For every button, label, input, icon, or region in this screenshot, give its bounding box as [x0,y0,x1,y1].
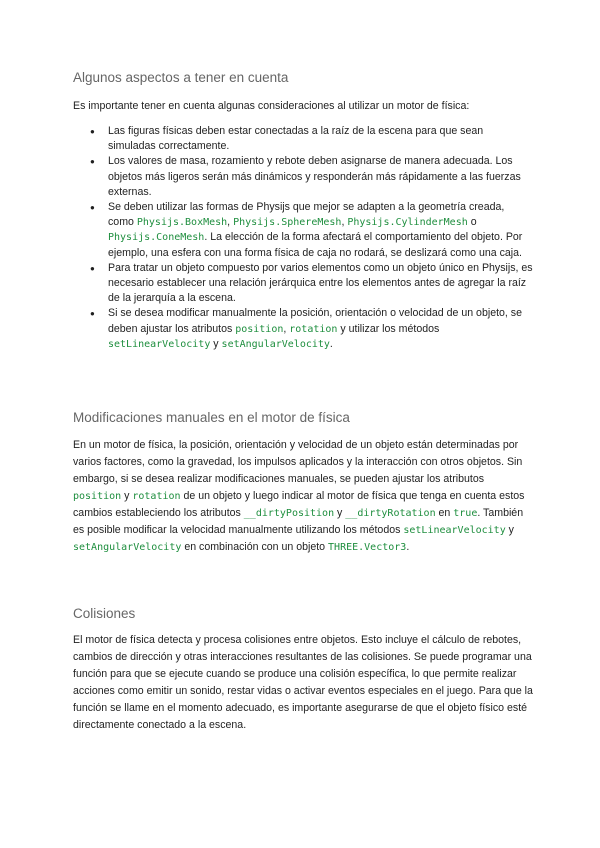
section-heading-modificaciones: Modificaciones manuales en el motor de física [73,410,350,425]
code-inline: Physijs.ConeMesh [108,232,205,244]
code-inline: THREE.Vector3 [328,542,407,553]
list-item: ● Se deben utilizar las formas de Physijs que mejor se adapten a la geometría creada, como Physijs.BoxMesh, Physijs.SphereMesh, Physijs.CylinderMesh o Physijs.ConeMesh. La elección de la forma afectará el comportamiento del objeto. Por ejemplo, una esfera con una forma física de caja no rodará, se deslizará como una caja. [73,200,533,261]
considerations-list [73,124,533,352]
list-item: ● Las figuras físicas deben estar conectadas a la raíz de la escena para que sean simuladas correctamente. [73,124,533,154]
code-inline: true [453,508,478,519]
section-paragraph: El motor de física detecta y procesa colisiones entre objetos. Esto incluye el cálculo de rebotes, cambios de dirección y otras interacciones resultantes de las colisiones. Se puede programar una función para que se ejecute cuando se produce una colisión específica, lo que permite realizar acciones como emitir un sonido, restar vidas o activar eventos especiales en el juego. Para que la función se llame en el momento adecuado, es importante asegurarse de que el objeto físico esté directamente conectado a la escena. [73,634,533,731]
code-inline: __dirtyRotation [345,508,436,519]
code-inline: Physijs.BoxMesh [136,217,228,229]
list-item: ● Si se desea modificar manualmente la posición, orientación o velocidad de un objeto, se deben ajustar los atributos position, rotation y utilizar los métodos setLinearVelocity y setAngularVelocity. [73,306,533,352]
list-item: ● Para tratar un objeto compuesto por varios elementos como un objeto único en Physijs, es necesario establecer una relación jerárquica entre los elementos antes de agregar la raíz de la jerarquía a la escena. [73,261,533,307]
section-intro: Es importante tener en cuenta algunas consideraciones al utilizar un motor de física: [73,100,470,112]
code-inline: setAngularVelocity [73,542,182,553]
code-inline: position [73,491,122,502]
code-inline: setLinearVelocity [403,525,506,536]
section-heading-aspectos: Algunos aspectos a tener en cuenta [73,70,289,85]
code-inline: rotation [132,491,181,502]
code-inline: rotation [289,323,338,335]
section-heading-colisiones: Colisiones [73,606,136,621]
code-inline: Physijs.SphereMesh [233,217,342,229]
code-inline: setAngularVelocity [221,338,330,350]
list-item: ● Los valores de masa, rozamiento y rebote deben asignarse de manera adecuada. Los objetos más ligeros serán más dinámicos y responderán más rápidamente a las fuerzas externas. [73,154,533,200]
code-inline: __dirtyPosition [243,508,335,519]
code-inline: setLinearVelocity [108,338,211,350]
code-inline: position [235,323,284,335]
code-inline: Physijs.CylinderMesh [347,217,468,229]
section-paragraph: En un motor de física, la posición, orientación y velocidad de un objeto están determinadas por varios factores, como la gravedad, los impulsos aplicados y la interacción con otros objetos. Sin embargo, si se desea realizar modificaciones manuales, se pueden ajustar los atributos position y rotation de un objeto y luego indicar al motor de física que tenga en cuenta estos cambios estableciendo los atributos __dirtyPosition y __dirtyRotation en true. También es posible modificar la velocidad manualmente utilizando los métodos setLinearVelocity y setAngularVelocity en combinación con un objeto THREE.Vector3. [73,439,525,553]
